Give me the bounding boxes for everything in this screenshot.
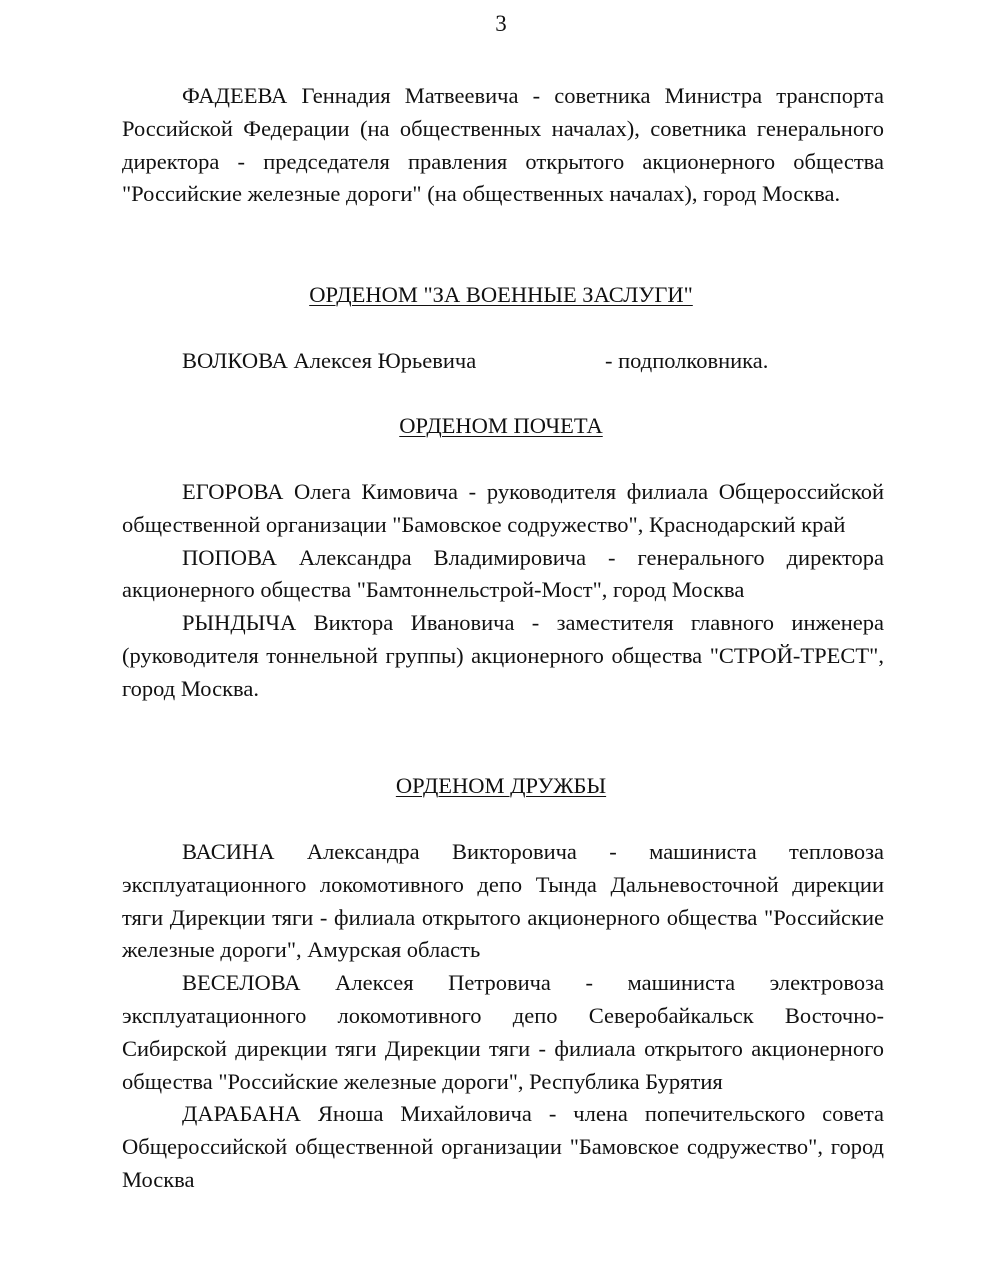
- award-entry-name: ВОЛКОВА Алексея Юрьевича: [182, 348, 477, 373]
- award-entry-block: [122, 80, 884, 211]
- section-heading-text: ОРДЕНОМ ДРУЖБЫ: [395, 773, 607, 798]
- page-number: 3: [495, 11, 507, 36]
- award-entry-rank: - подполковника.: [605, 348, 769, 373]
- award-entry: РЫНДЫЧА Виктора Ивановича - заместителя главного инженера (руководителя тоннельной группы) акционерного общества "СТРОЙ-ТРЕСТ", город Москва.: [122, 610, 884, 701]
- section-heading-text: ОРДЕНОМ "ЗА ВОЕННЫЕ ЗАСЛУГИ": [309, 282, 693, 307]
- section-heading-military-merit: [0, 279, 1002, 311]
- award-entry: ФАДЕЕВА Геннадия Матвеевича - советника Министра транспорта Российской Федерации (на общественных началах), советника генерального директора - председателя правления открытого акционерного общества "Российские железные дороги" (на общественных началах), город Москва.: [122, 83, 884, 207]
- honor-entries: [122, 476, 884, 706]
- section-heading-honor: [0, 410, 1002, 442]
- section-heading-text: ОРДЕНОМ ПОЧЕТА: [399, 413, 603, 438]
- section-heading-friendship: [0, 770, 1002, 802]
- friendship-entries: [122, 836, 884, 1197]
- award-entry: ВЕСЕЛОВА Алексея Петровича - машиниста электровоза эксплуатационного локомотивного депо Северобайкальск Восточно-Сибирской дирекции тяги Дирекции тяги - филиала открытого акционерного общества "Российские железные дороги", Республика Бурятия: [122, 970, 884, 1094]
- award-entry: ВАСИНА Александра Викторовича - машиниста тепловоза эксплуатационного локомотивного депо Тында Дальневосточной дирекции тяги Дирекции тяги - филиала открытого акционерного общества "Российские железные дороги", Амурская область: [122, 839, 884, 963]
- award-entry: ПОПОВА Александра Владимировича - генерального директора акционерного общества "Бамтоннельстрой-Мост", город Москва: [122, 544, 884, 603]
- award-entry: ДАРАБАНА Яноша Михайловича - члена попечительского совета Общероссийской общественной организации "Бамовское содружество", город Москва: [122, 1101, 884, 1192]
- award-entry: ЕГОРОВА Олега Кимовича - руководителя филиала Общероссийской общественной организации "Бамовское содружество", Краснодарский край: [122, 479, 884, 537]
